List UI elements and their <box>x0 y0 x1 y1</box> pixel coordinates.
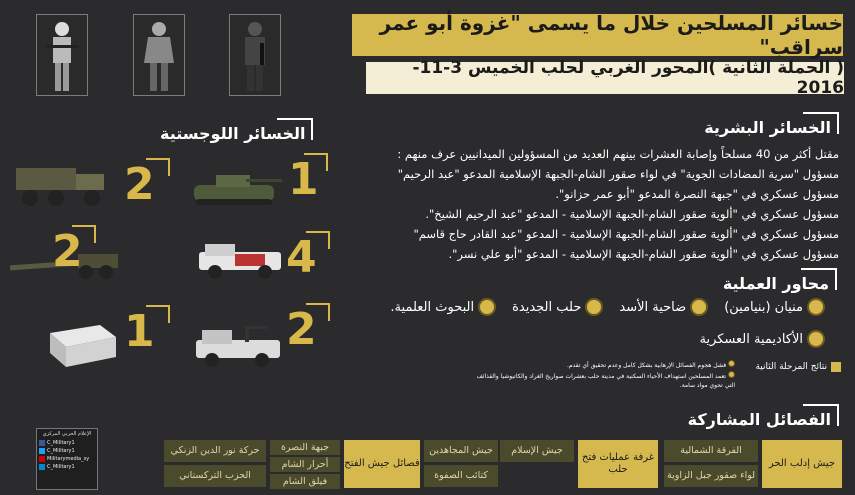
armored-box-icon <box>40 315 120 370</box>
social-handle[interactable]: C_Military1 <box>37 463 97 471</box>
telegram-icon <box>39 464 45 470</box>
results-line: فشل هجوم الفصائل الإرهابية بشكل كامل وعدم تحقيق أي تقدم. <box>375 360 735 371</box>
logistic-count: 4 <box>286 232 317 283</box>
faction-box: لواء صقور جبل الزاوية <box>664 465 758 487</box>
rocket-truck-icon <box>12 158 117 213</box>
faction-box: جيش إدلب الحر <box>762 440 842 488</box>
results-label: نتائج المرحلة الثانية <box>755 362 841 372</box>
faction-box: أحرار الشام <box>270 457 340 472</box>
bullet-icon <box>807 298 825 316</box>
logistic-count: 2 <box>286 304 317 355</box>
results-line: التي تحوي مواد سامة. <box>679 382 735 390</box>
human-losses-line: مسؤول عسكري في "ألوية صقور الشام-الجبهة الإسلامية - المدعو "عبد الرحيم الشيخ". <box>425 207 839 221</box>
fighter-figure-icon <box>229 14 281 96</box>
axis-item: منيان (بنيامين) <box>724 298 825 316</box>
axis-item: ضاحية الأسد <box>619 298 708 316</box>
bullet-icon <box>478 298 496 316</box>
bullet-icon <box>585 298 603 316</box>
armed-pickup-icon <box>190 318 285 373</box>
fighter-figure-icon <box>36 14 88 96</box>
logistic-count: 2 <box>124 159 155 210</box>
twitter-icon <box>39 448 45 454</box>
human-losses-intro: مقتل أكثر من 40 مسلحاً وإصابة العشرات بينهم العديد من المسؤولين الميدانيين عرف منهم : <box>397 147 839 161</box>
faction-box: فيلق الشام <box>270 474 340 489</box>
social-title: الإعلام الحربي المركزي <box>42 431 92 437</box>
logistic-losses-heading: الخسائر اللوجستية <box>160 124 305 143</box>
human-losses-line: مسؤول "سرية المضادات الجوية" في لواء صقور الشام-الجبهة الإسلامية المدعو "عبد الرحيم" <box>397 167 839 181</box>
fighter-figure-icon <box>133 14 185 96</box>
axis-item: الأكاديمية العسكرية <box>699 330 825 348</box>
count-bracket <box>304 153 328 171</box>
faction-box: الحزب التركستاني <box>164 465 266 487</box>
human-losses-heading: الخسائر البشرية <box>704 118 831 137</box>
social-handle[interactable]: Militarymedia_sy <box>37 455 97 463</box>
count-bracket <box>146 158 170 176</box>
tank-icon <box>186 165 286 210</box>
social-media-panel <box>36 428 98 490</box>
faction-box: جيش الإسلام <box>500 440 574 462</box>
square-icon <box>831 362 841 372</box>
count-bracket <box>306 303 330 321</box>
axes-heading: محاور العملية <box>723 274 829 293</box>
count-bracket <box>306 231 330 249</box>
axes-list <box>390 298 825 316</box>
bullet-icon <box>690 298 708 316</box>
faction-box: حركة نور الدين الزنكي <box>164 440 266 462</box>
social-handle[interactable]: C_Military1 <box>37 439 97 447</box>
human-losses-line: مسؤول عسكري في "ألوية صقور الشام-الجبهة الإسلامية - المدعو "عبد القادر حاج قاسم" <box>413 227 839 241</box>
factions-heading: الفصائل المشاركة <box>688 410 831 429</box>
faction-box: كتائب الصفوة <box>424 465 498 487</box>
logistic-count: 1 <box>288 154 319 205</box>
count-bracket <box>146 305 170 323</box>
pickup-truck-icon <box>195 238 285 283</box>
logistic-count: 2 <box>52 226 83 277</box>
results-line: تعمد المسلحين استهداف الأحياء السكنية في مدينة حلب بعشرات صواريخ الغراد والكاتيوشيا والقذائف <box>375 371 735 382</box>
faction-box: جيش المجاهدين <box>424 440 498 462</box>
faction-box: جبهة النصرة <box>270 440 340 455</box>
logistic-count: 1 <box>124 306 155 357</box>
bullet-icon <box>728 371 735 378</box>
faction-box: الفرقة الشمالية <box>664 440 758 462</box>
count-bracket <box>72 225 96 243</box>
facebook-icon <box>39 440 45 446</box>
axis-item: حلب الجديدة <box>512 298 603 316</box>
axis-item: البحوث العلمية. <box>390 298 496 316</box>
page-subtitle: ( الحملة الثانية )المحور الغربي لحلب الخميس 3-11-2016 <box>366 62 844 94</box>
human-losses-line: مسؤول عسكري في "جبهة النصرة المدعو "أبو عمر حزانو". <box>555 187 839 201</box>
social-handle[interactable]: C_Military1 <box>37 447 97 455</box>
human-losses-line: مسؤول عسكري في "ألوية صقور الشام-الجبهة الإسلامية - المدعو "أبو علي نسر". <box>448 247 839 261</box>
bullet-icon <box>728 360 735 367</box>
youtube-icon <box>39 456 45 462</box>
results-text <box>375 360 735 391</box>
page-title: خسائر المسلحين خلال ما يسمى "غزوة أبو عمر سراقب" <box>352 14 843 56</box>
faction-box: فصائل جيش الفتح <box>344 440 420 488</box>
faction-box: غرفة عمليات فتح حلب <box>578 440 658 488</box>
bullet-icon <box>807 330 825 348</box>
